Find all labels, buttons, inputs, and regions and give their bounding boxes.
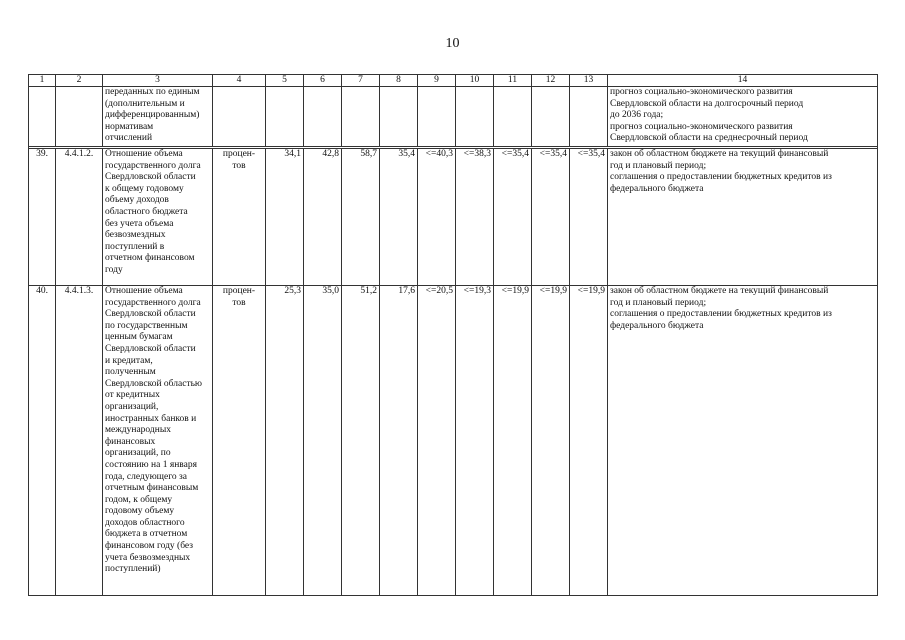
value-cell: <=38,3 xyxy=(456,149,494,286)
value-cell: <=19,9 xyxy=(494,286,532,596)
column-header: 9 xyxy=(418,75,456,87)
column-header: 5 xyxy=(266,75,304,87)
indicator-table xyxy=(28,74,878,596)
column-header: 12 xyxy=(532,75,570,87)
column-header: 1 xyxy=(29,75,56,87)
column-header: 13 xyxy=(570,75,608,87)
column-header: 3 xyxy=(103,75,213,87)
indicator-description: переданных по единым (дополнительным и дифференцированным) нормативам отчислений xyxy=(103,87,213,147)
value-cell: <=35,4 xyxy=(532,149,570,286)
column-header: 8 xyxy=(380,75,418,87)
table-row xyxy=(29,149,878,286)
table-row xyxy=(29,286,878,596)
indicator-description: Отношение объема государственного долга Свердловской области к общему годовому объему доходов областного бюджета без учета объема безвозмездных поступлений в отчетном финансовом году xyxy=(103,149,213,286)
column-header: 11 xyxy=(494,75,532,87)
value-cell: <=35,4 xyxy=(570,149,608,286)
unit-of-measure: процен- тов xyxy=(213,149,266,286)
row-number: 39. xyxy=(29,149,56,286)
value-cell: 35,0 xyxy=(304,286,342,596)
value-cell: 58,7 xyxy=(342,149,380,286)
value-cell: 35,4 xyxy=(380,149,418,286)
column-header: 7 xyxy=(342,75,380,87)
unit-of-measure: процен- тов xyxy=(213,286,266,596)
column-header: 14 xyxy=(608,75,878,87)
column-header: 6 xyxy=(304,75,342,87)
value-cell: 42,8 xyxy=(304,149,342,286)
source-documents: закон об областном бюджете на текущий финансовый год и плановый период; соглашения о предоставлении бюджетных кредитов из федерального бюджета xyxy=(608,149,878,286)
value-cell: <=40,3 xyxy=(418,149,456,286)
indicator-code: 4.4.1.3. xyxy=(56,286,103,596)
value-cell: 25,3 xyxy=(266,286,304,596)
column-header: 10 xyxy=(456,75,494,87)
indicator-description: Отношение объема государственного долга Свердловской области по государственным ценным бумагам Свердловской области и кредитам, полученным Свердловской областью от кредитных организаций, иностранных банков и международных финансовых организаций, по состоянию на 1 января года, следующего за отчетным финансовым годом, к общему годовому объему доходов областного бюджета в отчетном финансовом году (без учета безвозмездных поступлений) xyxy=(103,286,213,596)
table-row-continuation xyxy=(29,87,878,147)
source-documents: прогноз социально-экономического развития Свердловской области на долгосрочный период до 2036 года; прогноз социально-экономического развития Свердловской области на среднесрочный период xyxy=(608,87,878,147)
value-cell: <=19,9 xyxy=(532,286,570,596)
value-cell: <=19,9 xyxy=(570,286,608,596)
column-header: 4 xyxy=(213,75,266,87)
page-number: 10 xyxy=(445,36,460,51)
source-documents: закон об областном бюджете на текущий финансовый год и плановый период; соглашения о предоставлении бюджетных кредитов из федерального бюджета xyxy=(608,286,878,596)
value-cell: <=20,5 xyxy=(418,286,456,596)
value-cell: <=35,4 xyxy=(494,149,532,286)
indicator-code: 4.4.1.2. xyxy=(56,149,103,286)
value-cell: <=19,3 xyxy=(456,286,494,596)
column-header: 2 xyxy=(56,75,103,87)
row-number: 40. xyxy=(29,286,56,596)
value-cell: 34,1 xyxy=(266,149,304,286)
column-number-row xyxy=(29,75,878,87)
value-cell: 51,2 xyxy=(342,286,380,596)
value-cell: 17,6 xyxy=(380,286,418,596)
